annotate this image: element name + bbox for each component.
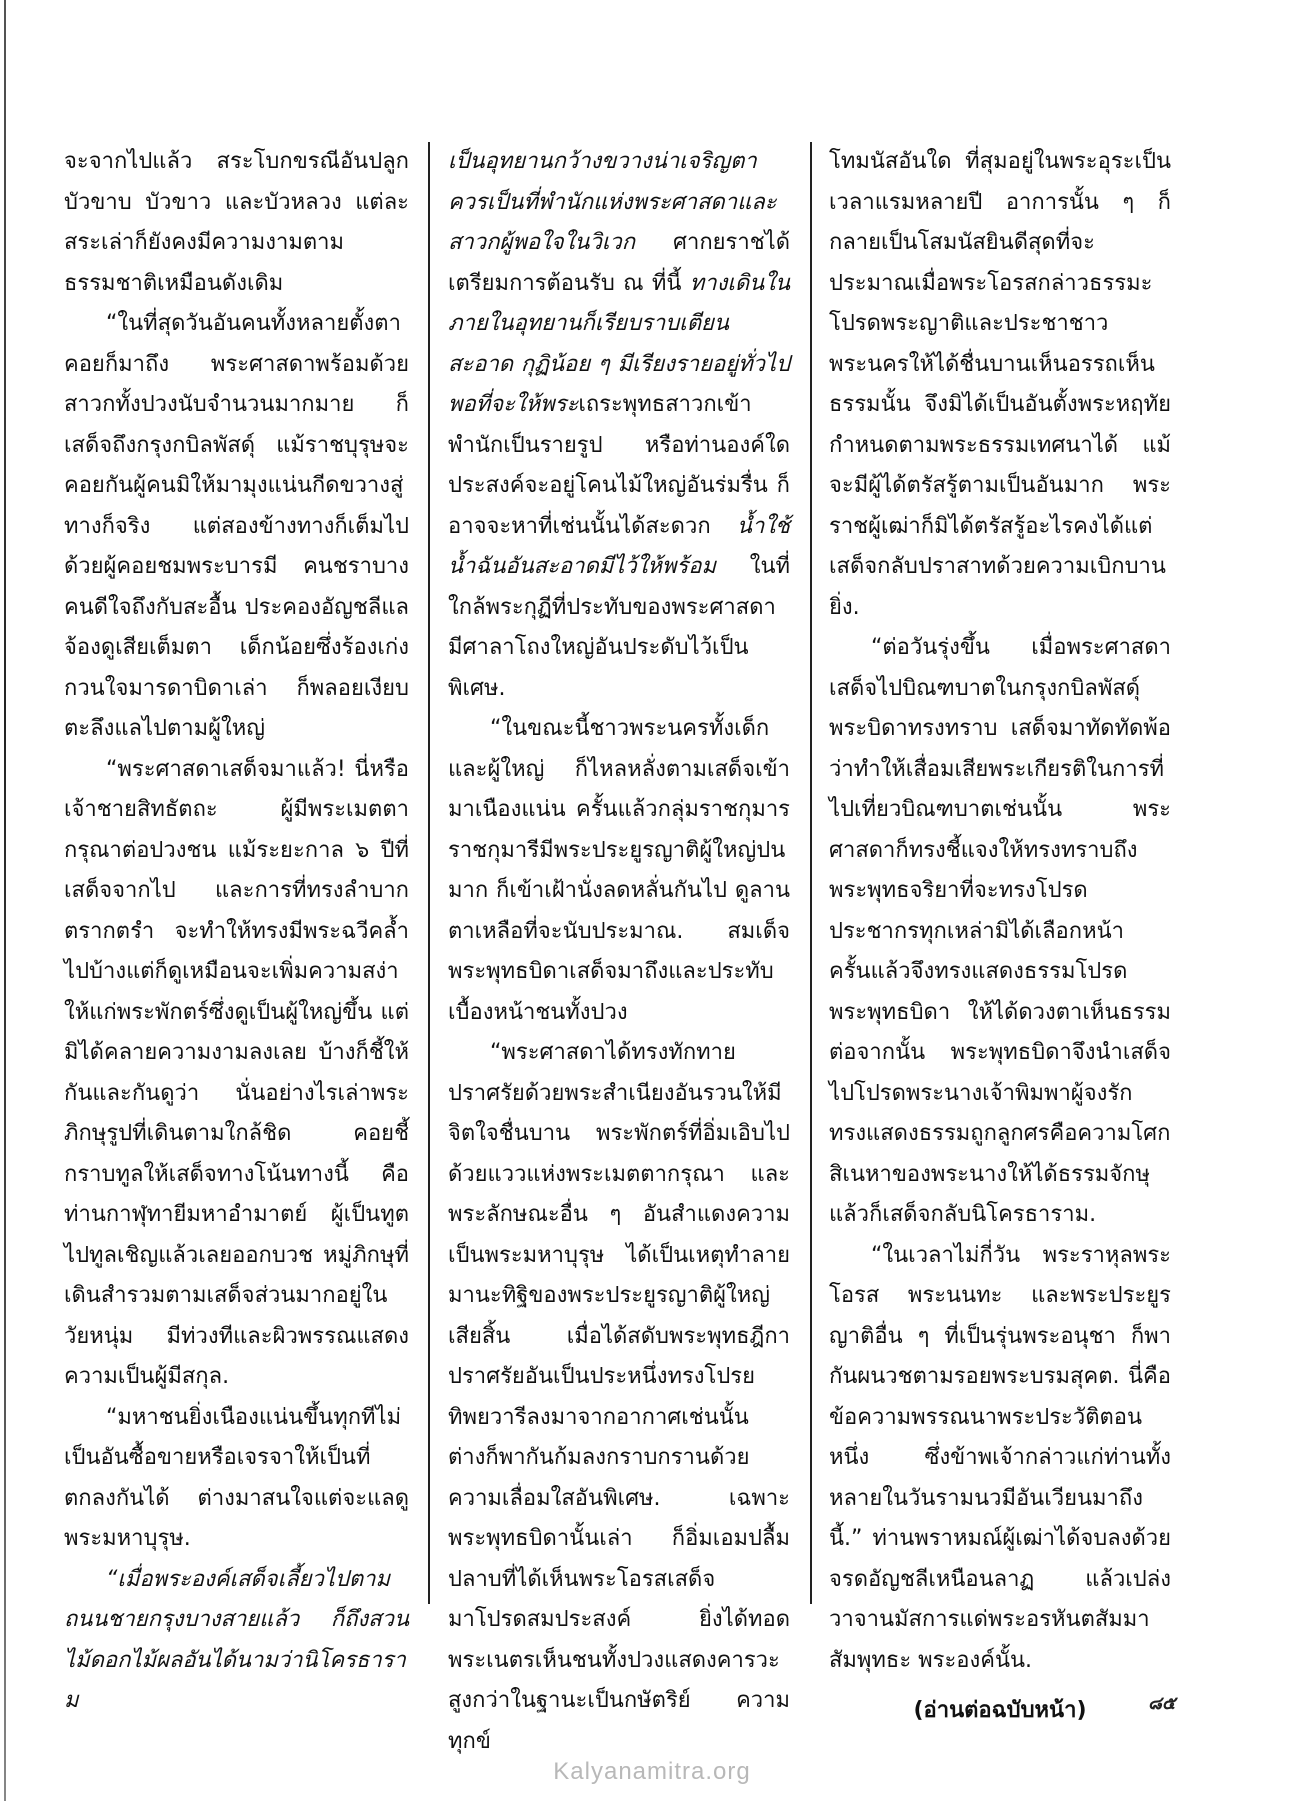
paragraph: “ในที่สุดวันอันคนทั้งหลายตั้งตาคอยก็มาถึง พระศาสดาพร้อมด้วยสาวกทั้งปวงนับจำนวนมากมาย ก็เสด็จถึงกรุงกบิลพัสดุ์ แม้ราชบุรุษจะคอยกันผู้คนมิให้มามุงแน่นกีดขวางสู่ทางก็จริง แต่สองข้างทางก็เต็มไปด้วยผู้คอยชมพระบารมี คนชราบางคนดีใจถึงกับสะอื้น ประคองอัญชลีแลจ้องดูเสียเต็มตา เด็กน้อยซึ่งร้องเก่งกวนใจมารดาบิดาเล่า ก็พลอยเงียบตะลึงแลไปตามผู้ใหญ่ — [64, 311, 409, 741]
text-column-1 — [64, 142, 409, 1713]
paragraph: “มหาชนยิ่งเนืองแน่นขึ้นทุกทีไม่เป็นอันซื้อขายหรือเจรจาให้เป็นที่ตกลงกันได้ ต่างมาสนใจแต่จะแลดูพระมหาบุรุษ. — [64, 1404, 409, 1551]
paragraph — [448, 142, 790, 709]
paragraph: “พระศาสดาเสด็จมาแล้ว! นี่หรือเจ้าชายสิทธัตถะ ผู้มีพระเมตตากรุณาต่อปวงชน แม้ระยะกาล ๖ ปีที่เสด็จจากไป และการที่ทรงลำบากตรากตรำ จะทำให้ทรงมีพระฉวีคล้ำไปบ้างแต่ก็ดูเหมือนจะเพิ่มความสง่าให้แก่พระพักตร์ซึ่งดูเป็นผู้ใหญ่ขึ้น แต่มิได้คลายความงามลงเลย บ้างก็ชี้ให้กันและกันดูว่า นั่นอย่างไรเล่าพระภิกษุรูปที่เดินตามใกล้ชิด คอยชี้กราบทูลให้เสด็จทางโน้นทางนี้ คือท่านกาฬุทายีมหาอำมาตย์ ผู้เป็นทูตไปทูลเชิญแล้วเลยออกบวช หมู่ภิกษุที่เดินสำรวมตามเสด็จส่วนมากอยู่ในวัยหนุ่ม มีท่วงทีและผิวพรรณแสดงความเป็นผู้มีสกุล. — [64, 756, 409, 1389]
paragraph: “ในขณะนี้ชาวพระนครทั้งเด็กและผู้ใหญ่ ก็ไหลหลั่งตามเสด็จเข้ามาเนืองแน่น ครั้นแล้วกลุ่มราชกุมาร ราชกุมารีมีพระประยูรญาติผู้ใหญ่ปนมาก ก็เข้าเฝ้านั่งลดหลั่นกันไป ดูลานตาเหลือที่จะนับประมาณ. สมเด็จพระพุทธบิดาเสด็จมาถึงและประทับเบื้องหน้าชนทั้งปวง — [448, 716, 790, 1025]
paragraph: “ต่อวันรุ่งขึ้น เมื่อพระศาสดาเสด็จไปบิณฑบาตในกรุงกบิลพัสดุ์ พระบิดาทรงทราบ เสด็จมาทัดทัดพ้อว่าทำให้เสื่อมเสียพระเกียรติในการที่ไปเที่ยวบิณฑบาตเช่นนั้น พระศาสดาก็ทรงชี้แจงให้ทรงทราบถึง พระพุทธจริยาที่จะทรงโปรดประชากรทุกเหล่ามิได้เลือกหน้า ครั้นแล้วจึงทรงแสดงธรรมโปรดพระพุทธบิดา ให้ได้ดวงตาเห็นธรรมต่อจากนั้น พระพุทธบิดาจึงนำเสด็จไปโปรดพระนางเจ้าพิมพาผู้จงรัก ทรงแสดงธรรมถูกลูกศรคือความโศก สิเนหาของพระนางให้ได้ธรรมจักษุแล้วก็เสด็จกลับนิโครธาราม. — [829, 635, 1171, 1227]
paragraph: จะจากไปแล้ว สระโบกขรณีอันปลูกบัวขาบ บัวขาว และบัวหลวง แต่ละสระเล่าก็ยังคงมีความงามตามธรรมชาติเหมือนดังเดิม — [64, 149, 409, 296]
text-run: ในที่ใกล้พระกุฏีที่ประทับของพระศาสดา มีศาลาโถงใหญ่อันประดับไว้เป็นพิเศษ. — [448, 554, 790, 701]
page-edge-shadow — [4, 0, 6, 1801]
text-run: น้ำใช้น้ำฉันอันสะอาดมีไว้ให้พร้อม — [448, 513, 790, 579]
continued-note: (อ่านต่อฉบับหน้า) — [913, 1698, 1087, 1723]
text-column-2 — [448, 142, 790, 1754]
page-number: ๘๕ — [1148, 1693, 1176, 1714]
watermark: Kalyanamitra.org — [553, 1758, 751, 1785]
column-divider — [428, 142, 430, 1604]
paragraph: “ในเวลาไม่กี่วัน พระราหุลพระโอรส พระนนทะ และพระประยูรญาติอื่น ๆ ที่เป็นรุ่นพระอนุชา ก็พากันผนวชตามรอยพระบรมสุคต. นี่คือข้อความพรรณนาพระประวัติตอนหนึ่ง ซึ่งข้าพเจ้ากล่าวแก่ท่านทั้งหลายในวันรามนวมีอันเวียนมาถึงนี้.” ท่านพราหมณ์ผู้เฒ่าได้จบลงด้วยจรดอัญชลีเหนือนลาฏ แล้วเปล่งวาจานมัสการแด่พระอรหันตสัมมาสัมพุทธะ พระองค์นั้น. — [829, 1242, 1171, 1673]
paragraph: โทมนัสอันใด ที่สุมอยู่ในพระอุระเป็นเวลาแรมหลายปี อาการนั้น ๆ ก็กลายเป็นโสมนัสยินดีสุดที่จะประมาณเมื่อพระโอรสกล่าวธรรมะโปรดพระญาติและประชาชาวพระนครให้ได้ชื่นบานเห็นอรรถเห็นธรรมนั้น จึงมิได้เป็นอันตั้งพระหฤทัยกำหนดตามพระธรรมเทศนาได้ แม้จะมีผู้ได้ตรัสรู้ตามเป็นอันมาก พระราชผู้เฒ่าก็มิได้ตรัสรู้อะไรคงได้แต่เสด็จกลับปราสาทด้วยความเบิกบานยิ่ง. — [829, 149, 1171, 620]
paragraph: “เมื่อพระองค์เสด็จเลี้ยวไปตามถนนชายกรุงบางสายแล้ว ก็ถึงสวนไม้ดอกไม้ผลอันได้นามว่านิโครธาราม — [64, 1566, 409, 1713]
column-divider — [810, 142, 812, 1604]
text-run: เป็นอุทยานกว้างขวางน่าเจริญตา ควรเป็นที่พำนักแห่งพระศาสดาและสาวกผู้พอใจในวิเวก — [448, 149, 777, 255]
text-run: ทางเดินในภายในอุทยานก็เรียบราบเตียนสะอาด กุฏิน้อย ๆ มีเรียงรายอยู่ทั่วไป พอที่จะให้พระ — [448, 270, 790, 417]
text-run: เถระพุทธสาวกเข้าพำนักเป็นรายรูป หรือท่านองค์ใด ประสงค์จะอยู่โคนไม้ใหญ่อันร่มรื่น ก็อาจจะหาที่เช่นนั้นได้สะดวก — [448, 392, 790, 539]
text-run: ศากยราชได้เตรียมการต้อนรับ ณ ที่นี้ — [448, 230, 790, 296]
paragraph: “พระศาสดาได้ทรงทักทายปราศรัยด้วยพระสำเนียงอันรวนให้มีจิตใจชื่นบาน พระพักตร์ที่อิ่มเอิบไปด้วยแววแห่งพระเมตตากรุณา และพระลักษณะอื่น ๆ อันสำแดงความเป็นพระมหาบุรุษ ได้เป็นเหตุทำลายมานะทิฐิของพระประยูรญาติผู้ใหญ่เสียสิ้น เมื่อได้สดับพระพุทธฎีกาปราศรัยอันเป็นประหนึ่งทรงโปรยทิพยวารีลงมาจากอากาศเช่นนั้น ต่างก็พากันก้มลงกราบกรานด้วยความเลื่อมใสอันพิเศษ. เฉพาะพระพุทธบิดานั้นเล่า ก็อิ่มเอมปลื้มปลาบที่ได้เห็นพระโอรสเสด็จมาโปรดสมประสงค์ ยิ่งได้ทอดพระเนตรเห็นชนทั้งปวงแสดงคารวะสูงกว่าในฐานะเป็นกษัตริย์ ความทุกข์ — [448, 1040, 790, 1754]
